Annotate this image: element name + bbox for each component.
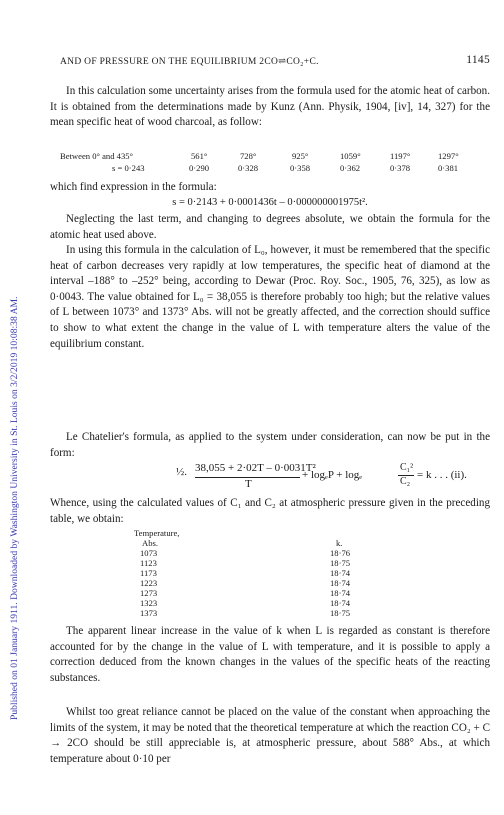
paragraph-2-block <box>50 180 490 196</box>
header-title: AND OF PRESSURE ON THE EQUILIBRIUM 2CO⇌CO₂+C. <box>60 57 319 67</box>
equation-c2: C₂ <box>400 476 411 487</box>
temperature-header: Temperature, <box>134 528 180 538</box>
table-cell: 925° <box>292 151 309 161</box>
equation-tail: = k . . . (ii). <box>417 469 467 481</box>
paragraph-4: In using this formula in the calculation of L₀, however, it must be remembered that the specific heat of carbon decreases very rapidly at low temperatures, the specific heat of diamond at the interval –188° to –252° being, according to Dewar (Proc. Roy. Soc., 1905, 76, 325), as low as 0·0043. The value obtained for L₀ = 38,055 is therefore probably too high; but the relative values of L between 1073° and 1373° Abs. will not be greatly affected, and the correction should suffice to show to what extent the change in the value of L with temperature alters the value of the equilibrium constant. <box>50 244 490 350</box>
paragraph-8-block <box>50 705 490 767</box>
table-cell: 0·378 <box>390 163 411 173</box>
table-row <box>60 150 490 162</box>
equation-numerator: 38,055 + 2·02T – 0·0031T² <box>195 462 316 474</box>
download-note: Published on 01 January 1911. Downloaded by Washington University in St. Louis on 3/2/2019 10:08:38 AM. <box>9 296 20 720</box>
equation-denominator: T <box>245 478 252 490</box>
table-cell: 1223 <box>140 578 158 588</box>
results-table <box>130 528 390 618</box>
paragraph-4-block <box>50 243 490 352</box>
table-cell: 18·74 <box>330 578 351 588</box>
paragraph-3: Neglecting the last term, and changing to degrees absolute, we obtain the formula for the atomic heat used above. <box>50 213 490 241</box>
table-cell: 1123 <box>140 558 157 568</box>
table-cell: 18·75 <box>330 558 351 568</box>
table-row <box>130 548 390 558</box>
paragraph-8: Whilst too great reliance cannot be placed on the value of the constant when approaching the limits of the system, it may be noted that the theoretical temperature at which the reaction CO₂ + C → 2CO should be still appreciable is, at atmospheric pressure, about 588° Abs., at which temperature about 0·10 per <box>50 706 490 765</box>
table-row <box>130 608 390 618</box>
equation-ii <box>50 462 490 492</box>
paragraph-7: The apparent linear increase in the value of k when L is regarded as constant is therefore accounted for by the change in the value of L with temperature, and it is possible to apply a correction deduced from the known changes in the values of the specific heats of the reacting substances. <box>50 625 490 684</box>
specific-heat-table <box>60 150 490 174</box>
paragraph-3-block <box>50 212 490 243</box>
table-row <box>130 568 390 578</box>
table-cell: 1323 <box>140 598 158 608</box>
table-row <box>130 578 390 588</box>
table-header-row <box>130 538 390 548</box>
download-note-sidebar <box>2 0 20 815</box>
table-cell: 1173 <box>140 568 157 578</box>
table-row <box>60 162 490 174</box>
specific-heat-formula: s = 0·2143 + 0·0001436t – 0·000000001975t². <box>172 197 368 208</box>
equation-log-terms: + logₑP + logₑ <box>302 469 363 481</box>
paragraph-6: Whence, using the calculated values of C₁ and C₂ at atmospheric pressure given in the preceding table, we obtain: <box>50 497 490 525</box>
table-cell: 0·328 <box>238 163 259 173</box>
table-cell: 18·74 <box>330 588 351 598</box>
table-cell: 1073 <box>140 548 158 558</box>
table-cell: 1197° <box>390 151 411 161</box>
table-cell: 0·362 <box>340 163 361 173</box>
table-cell: 1297° <box>438 151 459 161</box>
table-row <box>130 598 390 608</box>
table-cell: 0·358 <box>290 163 311 173</box>
paragraph-5: Le Chatelier's formula, as applied to the system under consideration, can now be put in the form: <box>50 431 490 459</box>
table-cell: 18·74 <box>330 568 351 578</box>
table-cell: 561° <box>191 151 208 161</box>
table-row <box>130 588 390 598</box>
table-cell: 18·75 <box>330 608 351 618</box>
abs-header: Abs. <box>142 538 158 548</box>
paragraph-1: In this calculation some uncertainty arises from the formula used for the atomic heat of carbon. It is obtained from the determinations made by Kunz (Ann. Physik, 1904, [iv], 14, 327) for the mean specific heat of wood charcoal, as follow: <box>50 85 490 129</box>
table-cell: s = 0·243 <box>112 163 145 173</box>
table-cell: 1373 <box>140 608 158 618</box>
equation-c1: C₁² <box>400 462 414 473</box>
k-header: k. <box>336 538 343 548</box>
table-header-row <box>130 528 390 538</box>
table-cell: Between 0° and 435° <box>60 151 133 161</box>
table-cell: 728° <box>240 151 257 161</box>
paragraph-2: which find expression in the formula: <box>50 181 217 193</box>
paragraph-7-block <box>50 624 490 686</box>
equation-half: ½. <box>176 466 187 478</box>
page-number: 1145 <box>466 54 490 66</box>
table-cell: 1059° <box>340 151 361 161</box>
table-cell: 18·74 <box>330 598 351 608</box>
table-cell: 0·381 <box>438 163 459 173</box>
table-cell: 0·290 <box>189 163 210 173</box>
paragraph-1-block <box>50 84 490 131</box>
table-cell: 1273 <box>140 588 158 598</box>
paragraph-6-block <box>50 496 490 527</box>
paragraph-5-block <box>50 430 490 461</box>
table-cell: 18·76 <box>330 548 351 558</box>
table-row <box>130 558 390 568</box>
